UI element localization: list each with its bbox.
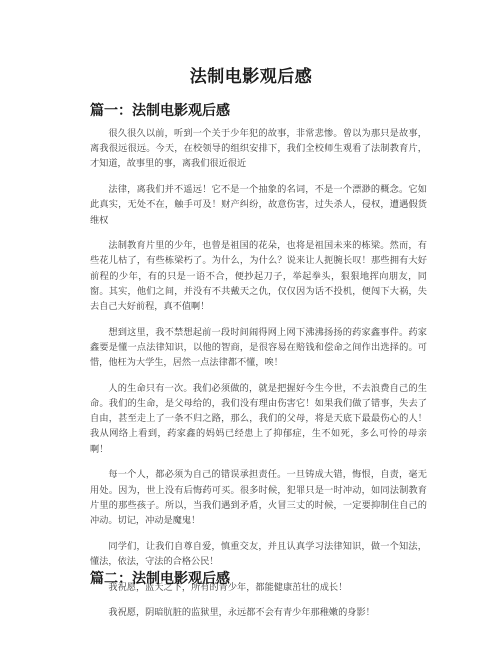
paragraph: 我祝愿，蓝天之下，所有的青少年，都能健康茁壮的成长！: [108, 581, 348, 593]
section-2-heading: 篇二：法制电影观后感: [90, 571, 230, 587]
paragraph: 我祝愿，阴暗肮脏的监狱里，永远都不会有青少年那稚嫩的身影！: [108, 607, 375, 619]
paragraph: 人的生命只有一次。我们必须做的，就是把握好今生今世，不去浪费自己的生命。我们的生命，是父母给的，我们没有理由伤害它！如果我们做了错事，失去了自由，甚至走上了一条不归之路，那么，我们的父母，将是天底下最最伤心的人！我从网络上看到，药家鑫的妈妈已经患上了抑郁症，生不如死，多么可怜的母亲啊！: [90, 382, 427, 455]
document-title: 法制电影观后感: [189, 67, 313, 87]
paragraph: 同学们，让我们自尊自爱，慎重交友，并且认真学习法律知识，做一个知法，懂法，依法，守法的合格公民！: [90, 540, 427, 567]
section-1-heading: 篇一：法制电影观后感: [90, 103, 230, 119]
section-1-body: [90, 126, 427, 631]
paragraph: 每一个人，都必须为自己的错误承担责任。一旦铸成大错，悔恨，自责，毫无用处。因为，世上没有后悔药可买。很多时候，犯罪只是一时冲动，如同法制教育片里的那些孩子。所以，当我们遇到矛盾，火冒三丈的时候，一定要抑制住自己的冲动。切记，冲动是魔鬼！: [90, 469, 427, 526]
paragraph: 很久很久以前，听到一个关于少年犯的故事，非常悲惨。曾以为那只是故事，离我很远很远。今天，在校领导的组织安排下，我们全校师生观看了法制教育片，才知道，故事里的事，离我们很近很近: [90, 128, 427, 170]
paragraph: 法制教育片里的少年，也曾是祖国的花朵，也将是祖国未来的栋梁。然而，有些花儿枯了，有些栋梁朽了。为什么，为什么？说来让人扼腕长叹！那些拥有大好前程的少年，有的只是一语不合，便抄起刀子，举起拳头，狠狠地挥向朋友，同窗。其实，他们之间，并没有不共戴天之仇，仅仅因为话不投机，便闯下大祸，失去自己大好前程，真不值啊！: [90, 240, 427, 313]
paragraph: 法律，离我们并不遥远！它不是一个抽象的名词，不是一个漂渺的概念。它如此真实，无处不在，触手可及！财产纠纷，故意伤害，过失杀人，侵权，遭遇假货维权: [90, 184, 427, 226]
paragraph: 想到这里，我不禁想起前一段时间闹得网上网下沸沸扬扬的药家鑫事件。药家鑫要是懂一点法律知识，以他的智商，是很容易在赔钱和偿命之间作出选择的。可惜，他枉为大学生，居然一点法律都不懂，唉！: [90, 326, 427, 369]
